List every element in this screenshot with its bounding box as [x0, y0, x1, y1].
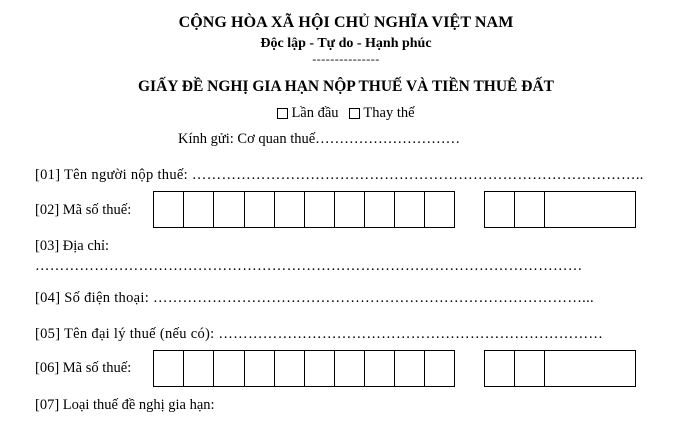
digit-cell[interactable] [395, 192, 425, 227]
field-03-label: [03] Địa chỉ: [35, 238, 110, 254]
option-first-label: Lần đầu [291, 105, 339, 121]
form-options [0, 105, 692, 124]
digit-cell[interactable] [425, 351, 455, 386]
digit-cell[interactable] [214, 351, 245, 386]
digit-cell[interactable] [365, 192, 395, 227]
digit-cell[interactable] [395, 351, 425, 386]
digit-cell[interactable] [245, 192, 275, 227]
digit-cell[interactable] [485, 192, 515, 227]
agent-tax-code-grid-1[interactable] [153, 350, 455, 387]
field-04-phone[interactable]: [04] Số điện thoại: ……………………………………………………………………………... [35, 290, 594, 306]
digit-cell[interactable] [545, 192, 636, 227]
digit-cell[interactable] [275, 351, 305, 386]
form-title: GIẤY ĐỀ NGHỊ GIA HẠN NỘP THUẾ VÀ TIỀN THUÊ ĐẤT [137, 78, 554, 95]
digit-cell[interactable] [365, 351, 395, 386]
digit-cell[interactable] [335, 192, 365, 227]
checkbox-icon[interactable] [349, 108, 360, 119]
digit-cell[interactable] [154, 351, 184, 386]
digit-cell[interactable] [184, 192, 214, 227]
field-01-taxpayer-name[interactable]: [01] Tên người nộp thuế: ……………………………………………………………………………….. [35, 167, 644, 183]
digit-cell[interactable] [335, 351, 365, 386]
option-first-time[interactable] [277, 105, 338, 122]
checkbox-icon[interactable] [277, 108, 288, 119]
field-06-label: [06] Mã số thuế: [35, 360, 132, 376]
digit-cell[interactable] [425, 192, 455, 227]
digit-cell[interactable] [305, 192, 335, 227]
tax-code-grid-2[interactable] [484, 191, 636, 228]
field-07-label: [07] Loại thuế đề nghị gia hạn: [35, 397, 215, 413]
digit-cell[interactable] [515, 351, 545, 386]
agent-tax-code-grid-2[interactable] [484, 350, 636, 387]
option-replace-label: Thay thế [363, 105, 415, 121]
digit-cell[interactable] [154, 192, 184, 227]
digit-cell[interactable] [305, 351, 335, 386]
digit-cell[interactable] [245, 351, 275, 386]
nation-heading: CỘNG HÒA XÃ HỘI CHỦ NGHĨA VIỆT NAM [178, 14, 514, 31]
field-02-label: [02] Mã số thuế: [35, 202, 132, 218]
digit-cell[interactable] [545, 351, 636, 386]
digit-cell[interactable] [214, 192, 245, 227]
option-replace[interactable] [349, 105, 414, 122]
field-03-address[interactable]: ………………………………………………………………………………………………… [35, 258, 583, 274]
field-05-agent-name[interactable]: [05] Tên đại lý thuế (nếu có): …………………………………………………………………… [35, 326, 604, 342]
recipient-line: Kính gửi: Cơ quan thuế………………………… [178, 131, 461, 147]
digit-cell[interactable] [184, 351, 214, 386]
motto: Độc lập - Tự do - Hạnh phúc [260, 36, 432, 51]
tax-code-grid-1[interactable] [153, 191, 455, 228]
digit-cell[interactable] [485, 351, 515, 386]
digit-cell[interactable] [275, 192, 305, 227]
separator: --------------- [312, 52, 380, 66]
digit-cell[interactable] [515, 192, 545, 227]
